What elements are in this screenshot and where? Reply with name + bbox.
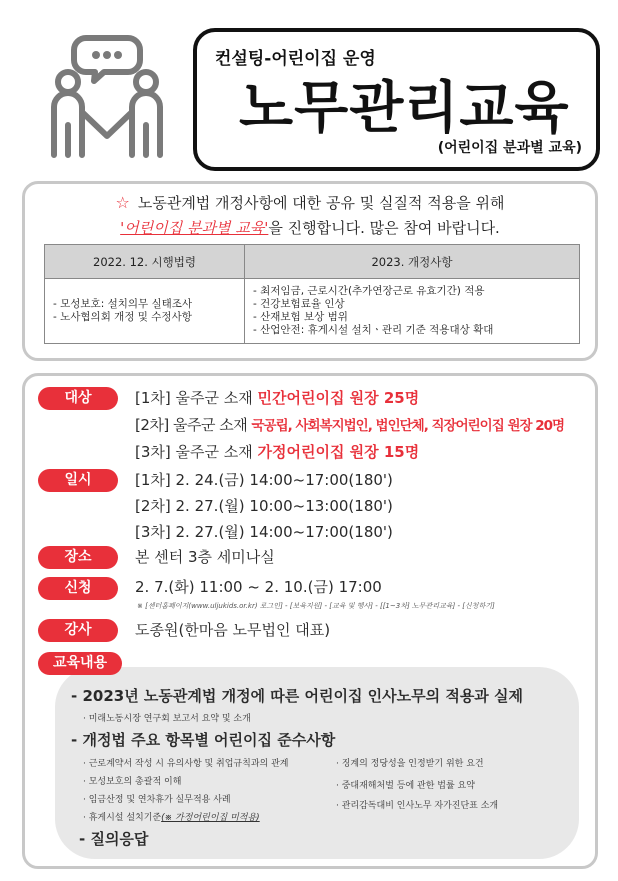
place-text: 본 센터 3층 세미나실 xyxy=(135,548,275,566)
law-table-header: 2022. 12. 시행법령 xyxy=(45,245,245,279)
content-heading-3: - 질의응답 xyxy=(79,830,149,848)
date-tag: 일시 xyxy=(38,469,118,492)
lecturer-text: 도종원(한마음 노무법인 대표) xyxy=(135,621,331,639)
content-heading-1: - 2023년 노동관계법 개정에 따른 어린이집 인사노무의 적용과 실제 xyxy=(71,687,524,705)
apply-tag: 신청 xyxy=(38,577,118,600)
place-tag: 장소 xyxy=(38,546,118,569)
intro-highlight: '어린이집 분과별 교육' xyxy=(120,219,269,237)
target-row-3: [3차] 울주군 소재 가정어린이집 원장 15명 xyxy=(135,443,420,461)
content-item: · 중대재해처벌 등에 관한 법률 요약 xyxy=(336,781,475,791)
title-tag: (어린이집 분과별 교육) xyxy=(437,140,582,156)
apply-text: 2. 7.(화) 11:00 ~ 2. 10.(금) 17:00 xyxy=(135,578,382,596)
date-row-3: [3차] 2. 27.(월) 14:00~17:00(180') xyxy=(135,523,393,541)
content-item: · 임금산정 및 연차휴가 실무적용 사례 xyxy=(83,795,231,805)
content-tag: 교육내용 xyxy=(38,652,122,675)
apply-note: ※ [센터홈페이지(www.uljukids.or.kr) 로그인] - [보육지원] - [교육 및 행사] - [[1~3차] 노무관리교육] - [신청하기] xyxy=(137,602,495,610)
content-heading-2: - 개정법 주요 항목별 어린이집 준수사항 xyxy=(71,731,336,749)
intro-section xyxy=(22,181,598,361)
law-table-cell-2023: - 최저임금, 근로시간(추가연장근로 유효기간) 적용 - 건강보험료율 인상 - 산재보험 보상 범위 - 산업안전: 휴게시설 설치ㆍ관리 기준 적용대상 확대 xyxy=(245,279,580,344)
star-icon: ☆ xyxy=(115,193,130,212)
target-row-1: [1차] 울주군 소재 민간어린이집 원장 25명 xyxy=(135,389,420,407)
page-title: 노무관리교육 xyxy=(239,76,570,141)
content-item: · 근로계약서 작성 시 유의사항 및 취업규칙과의 관계 xyxy=(83,759,289,769)
date-row-1: [1차] 2. 24.(금) 14:00~17:00(180') xyxy=(135,471,393,489)
details-section xyxy=(22,373,598,869)
date-row-2: [2차] 2. 27.(월) 10:00~13:00(180') xyxy=(135,497,393,515)
lecturer-tag: 강사 xyxy=(38,619,118,642)
title-box xyxy=(193,28,600,171)
intro-line-2: '어린이집 분과별 교육'을 진행합니다. 많은 참여 바랍니다. xyxy=(120,219,500,237)
subtitle: 컨설팅-어린이집 운영 xyxy=(215,49,376,69)
target-row-2: [2차] 울주군 소재 국공립, 사회복지법인, 법인단체, 직장어린이집 원장 20명 xyxy=(135,416,565,434)
content-item: · 휴게시설 설치기준(※ 가정어린이집 미적용) xyxy=(83,813,260,823)
target-tag: 대상 xyxy=(38,387,118,410)
intro-line-1: ☆ 노동관계법 개정사항에 대한 공유 및 실질적 적용을 위해 xyxy=(115,193,505,212)
content-sub-1: · 미래노동시장 연구회 보고서 요약 및 소개 xyxy=(83,714,251,724)
law-table-cell-2022: - 모성보호: 설치의무 실태조사 - 노사협의회 개정 및 수정사항 xyxy=(45,279,245,344)
law-table-header: 2023. 개정사항 xyxy=(245,245,580,279)
content-item: · 징계의 정당성을 인정받기 위한 요건 xyxy=(336,759,484,769)
law-table xyxy=(44,244,580,344)
people-talking-icon xyxy=(42,30,172,165)
content-item: · 모성보호의 총괄적 이해 xyxy=(83,777,182,787)
content-item: · 관리감독대비 인사노무 자가진단표 소개 xyxy=(336,801,499,811)
